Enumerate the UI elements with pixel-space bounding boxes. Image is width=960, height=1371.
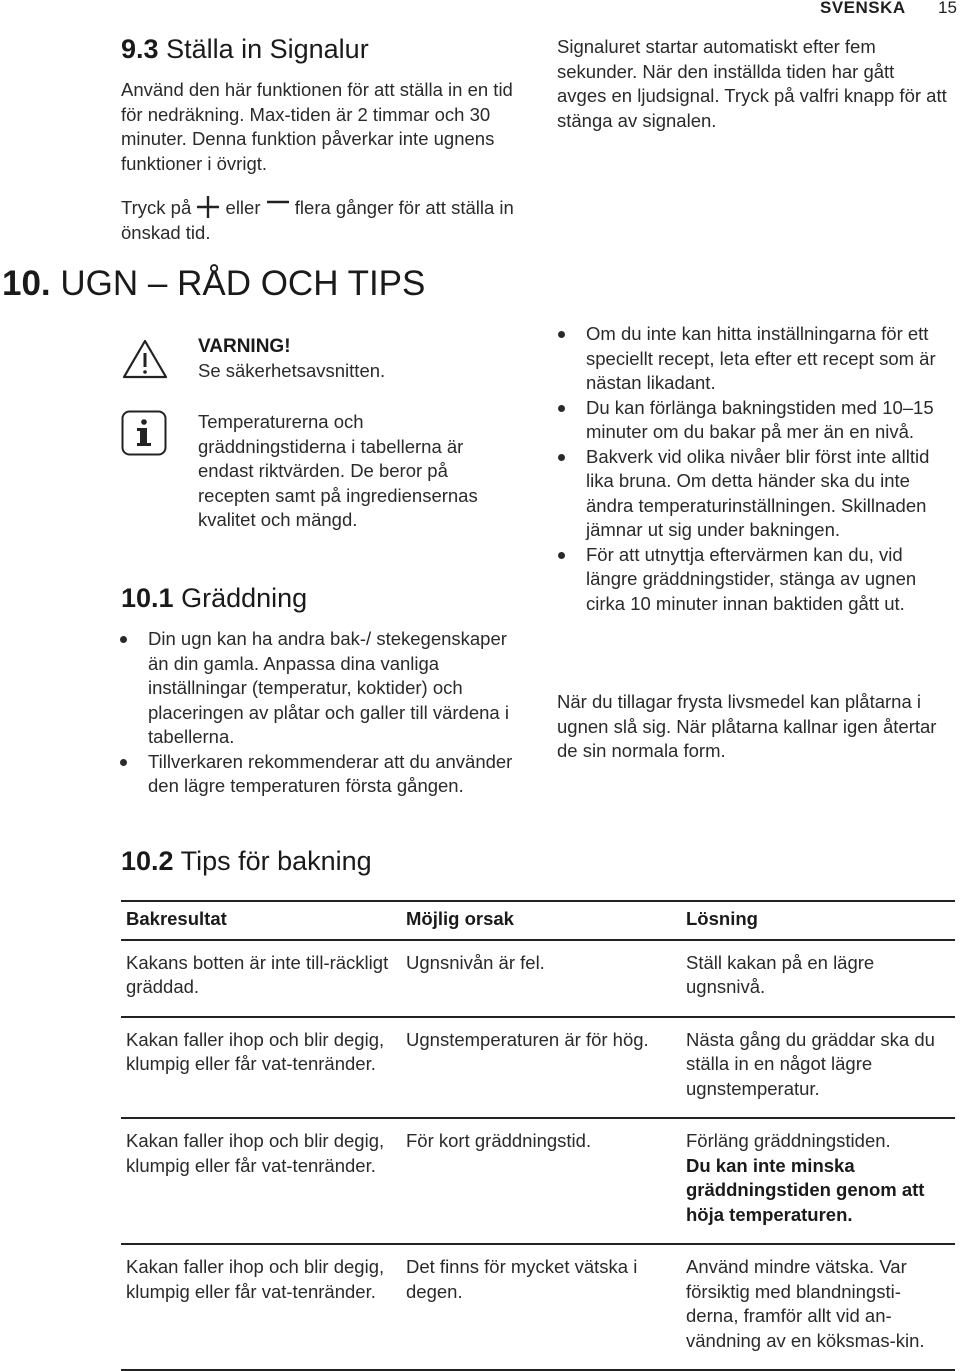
- cell-result: Kakan faller ihop och blir degig, klumpig eller får vat-tenränder.: [121, 1118, 401, 1244]
- heading-number: 10.: [2, 264, 51, 303]
- list-item: Du kan förlänga bakningstiden med 10–15 minuter om du bakar på mer än en nivå.: [553, 396, 953, 445]
- cell-result: Kakans botten är inte till-räckligt gräddad.: [121, 940, 401, 1017]
- cell-solution: Nästa gång du gräddar ska du ställa in en något lägre ugnstemperatur.: [681, 1017, 955, 1119]
- warning-triangle-icon: [121, 338, 169, 380]
- solution-bold-note: Du kan inte minska gräddningstiden genom att höja temperaturen.: [686, 1154, 925, 1225]
- table-row: [121, 940, 955, 1017]
- heading-text: UGN – RÅD OCH TIPS: [60, 264, 426, 303]
- list-item: Bakverk vid olika nivåer blir först inte alltid lika bruna. Om detta händer ska du inte ändra temperaturinställningen. Skillnaden jämnar ut sig under bakningen.: [553, 445, 953, 543]
- warning-title: VARNING!: [198, 336, 291, 357]
- section-10-1-heading: [121, 582, 307, 614]
- heading-text: Ställa in Signalur: [166, 34, 369, 64]
- frozen-food-paragraph: När du tillagar frysta livsmedel kan plåtarna i ugnen slå sig. När plåtarna kallnar igen återtar de sin normala form.: [557, 691, 937, 761]
- section-9-3-heading: [121, 33, 369, 65]
- cell-solution: [681, 1118, 955, 1244]
- column-header-solution: Lösning: [681, 901, 955, 940]
- page-number: 15: [938, 0, 957, 17]
- baking-tips-table: [121, 900, 955, 1371]
- instruction-text-before: Tryck på: [121, 197, 192, 218]
- cell-solution: Använd mindre vätska. Var försiktig med blandningsti-derna, framför allt vid an-vändning av en köksmas-kin.: [681, 1244, 955, 1370]
- cell-solution: Ställ kakan på en lägre ugnsnivå.: [681, 940, 955, 1017]
- signalur-right-paragraph: Signaluret startar automatiskt efter fem sekunder. När den inställda tiden har gått avges en ljudsignal. Tryck på valfri knapp för att stänga av signalen.: [557, 36, 947, 131]
- section-10-2-heading: [121, 845, 372, 877]
- cell-cause: För kort gräddningstid.: [401, 1118, 681, 1244]
- cell-result: Kakan faller ihop och blir degig, klumpig eller får vat-tenränder.: [121, 1017, 401, 1119]
- heading-number: 10.1: [121, 583, 174, 613]
- tips-bullet-list: [553, 322, 953, 616]
- info-text: Temperaturerna och gräddningstiderna i tabellerna är endast riktvärden. De beror på recepten samt på ingrediensernas kvalitet och mängd.: [198, 411, 478, 530]
- table-row: [121, 1118, 955, 1244]
- signalur-intro-paragraph: Använd den här funktionen för att ställa in en tid för nedräkning. Max-tiden är 2 timmar och 30 minuter. Denna funktion påverkar inte ugnens funktioner i övrigt.: [121, 79, 513, 174]
- list-item: Om du inte kan hitta inställningarna för ett speciellt recept, leta efter ett recept som är nästan likadant.: [553, 322, 953, 396]
- plus-icon: [196, 195, 220, 217]
- heading-text: Tips för bakning: [180, 846, 372, 876]
- signalur-instruction-paragraph: [121, 196, 521, 245]
- cell-cause: Det finns för mycket vätska i degen.: [401, 1244, 681, 1370]
- section-10-heading: [2, 264, 425, 304]
- baking-bullet-list: [115, 627, 525, 799]
- heading-number: 10.2: [121, 846, 174, 876]
- list-item: För att utnyttja eftervärmen kan du, vid längre gräddningstider, stänga av ugnen cirka 10 minuter innan baktiden gått ut.: [553, 543, 953, 617]
- minus-icon: [266, 189, 290, 211]
- header-language: SVENSKA: [820, 0, 906, 17]
- column-header-result: Bakresultat: [121, 901, 401, 940]
- instruction-text-middle: eller: [225, 197, 261, 218]
- solution-text: Förläng gräddningstiden.: [686, 1130, 891, 1151]
- cell-result: Kakan faller ihop och blir degig, klumpig eller får vat-tenränder.: [121, 1244, 401, 1370]
- list-item: Tillverkaren rekommenderar att du använder den lägre temperaturen första gången.: [115, 750, 525, 799]
- table-header-row: [121, 901, 955, 940]
- heading-text: Gräddning: [181, 583, 308, 613]
- table-row: [121, 1017, 955, 1119]
- column-header-cause: Möjlig orsak: [401, 901, 681, 940]
- instruction-text-after: flera gånger för att ställa in önskad tid.: [121, 197, 514, 243]
- cell-cause: Ugnsnivån är fel.: [401, 940, 681, 1017]
- table-row: [121, 1244, 955, 1370]
- heading-number: 9.3: [121, 34, 159, 64]
- cell-cause: Ugnstemperaturen är för hög.: [401, 1017, 681, 1119]
- warning-text: Se säkerhetsavsnitten.: [198, 360, 386, 381]
- info-icon: [121, 410, 167, 456]
- list-item: Din ugn kan ha andra bak-/ stekegenskaper än din gamla. Anpassa dina vanliga inställningar (temperatur, koktider) och placeringen av plåtar och galler till värdena i tabellerna.: [115, 627, 525, 750]
